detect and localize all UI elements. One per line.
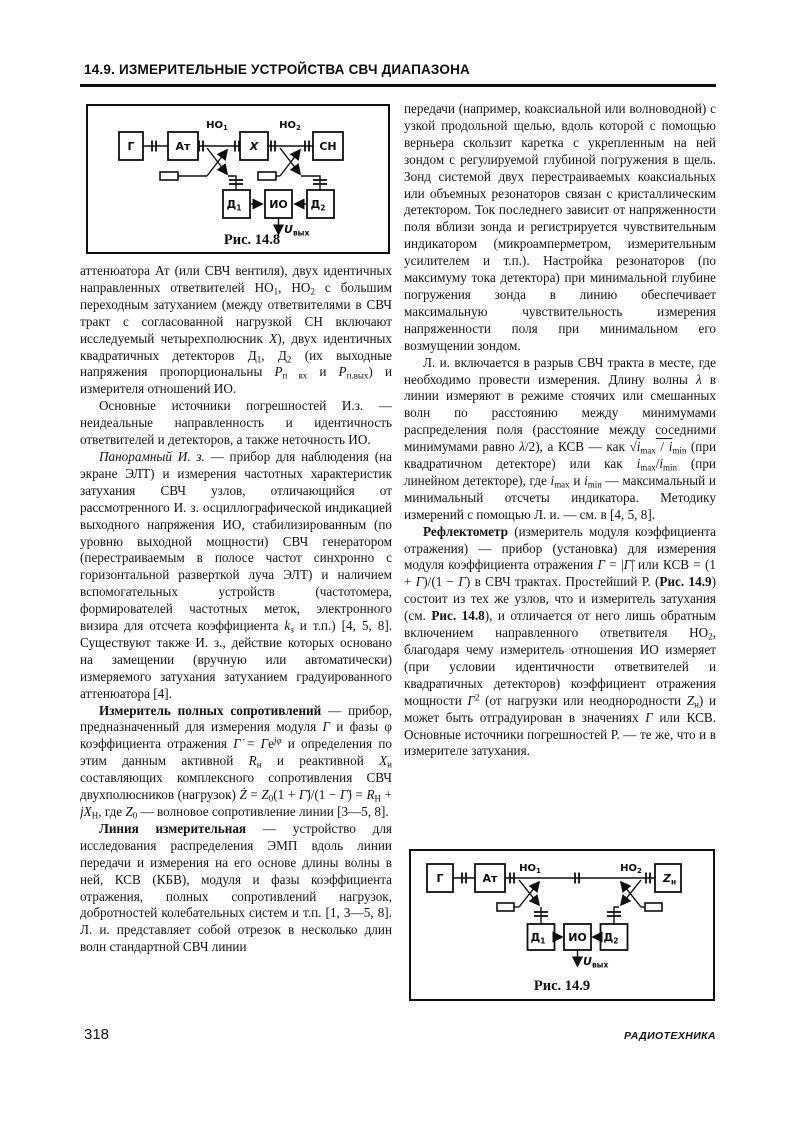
- text-segment: Н: [374, 793, 381, 804]
- coupler2-label: $НО_2$: [620, 863, 642, 875]
- coupler1-label: $НО_1$: [519, 863, 541, 875]
- text-segment: /: [655, 456, 660, 472]
- text-segment: Г̇: [339, 787, 348, 803]
- text-segment: +: [380, 787, 392, 803]
- fig-caption: Рис. 14.8: [223, 232, 281, 248]
- text-segment: max: [554, 479, 570, 490]
- figure-14-8: [86, 104, 390, 254]
- text-segment: max: [640, 462, 656, 473]
- text-segment: ) состоит из тех же узлов, что и измеритель затухания (см.: [404, 574, 716, 624]
- text-segment: (их выходные напряжения пропорциональны: [80, 347, 392, 380]
- attenuator-label: Ат: [175, 140, 191, 153]
- attenuator-label: Ат: [482, 872, 498, 885]
- coupler2-label: $НО_2$: [279, 120, 301, 132]
- text-segment: Линия измерительная: [99, 820, 247, 836]
- left-column: [80, 263, 392, 1013]
- text-segment: (при линейном детекторе), где: [404, 456, 716, 488]
- text-segment: Измеритель полных сопротивлений: [99, 702, 322, 718]
- text-segment: в линии измеряют в режиме стоячих или смешанных волн по расстоянию между минимумами распределения поля (расстояние между соседними минимумами равно: [404, 371, 716, 455]
- text-segment: и т.п.) [4, 5, 8]. Существуют также И. з., действие которых основано на замещении (вручную или автоматически) измеряемого затухания затуханием градуированного аттенюатора [4].: [80, 618, 392, 701]
- text-segment: передачи (например, коаксиальной или волноводной) с узкой продольной щелью, вдоль которой с помощью верньера скользит каретка с укрепленным на ней зондом с регулируемой глубиной погружения в щель. Зонд системой двух перестраиваемых коаксиальных или объемных резонаторов связан с кристаллическим детектором. Ток последнего зависит от напряженности поля вблизи зонда и регистрируется чувствительным индикатором (микроамперметром, измерительным усилителем и т.п.). Настройка резонаторов (по максимуму тока детектора) при минимальной глубине погружения зонда в линию обеспечивает максимальную чувствительность измерения напряженности поля при минимальном его возмущении зондом.: [404, 101, 716, 353]
- text-segment: ) в СВЧ трактах. Простейший Р. (: [465, 574, 660, 590]
- paragraph: [404, 524, 716, 761]
- circuit-diagram-14-8: [86, 104, 390, 254]
- figure-14-9: [409, 849, 715, 1001]
- text-segment: (от нагрузки или неоднородности: [479, 692, 687, 708]
- text-segment: Рефлектометр: [423, 523, 508, 539]
- text-segment: | или КСВ = (1 +: [404, 557, 716, 590]
- text-segment: min: [663, 462, 677, 473]
- paragraph: [80, 821, 392, 956]
- text-segment: R: [366, 787, 375, 803]
- text-segment: п.вых: [346, 370, 369, 381]
- output-voltage-label: $U_{вых}$: [284, 223, 310, 238]
- page-number: 318: [84, 1026, 110, 1043]
- text-segment: i: [550, 472, 555, 488]
- text-segment: п вх: [282, 370, 308, 381]
- text-segment: jφ: [274, 735, 282, 746]
- text-segment: — прибор, предназначенный для измерения модуля: [80, 702, 392, 735]
- coupler1-label: $НО_1$: [206, 120, 228, 132]
- matched-termination: [160, 172, 178, 180]
- branch-line-1: [228, 176, 236, 190]
- fig-caption: Рис. 14.9: [533, 978, 591, 994]
- text-segment: н: [694, 699, 699, 710]
- text-segment: =: [246, 787, 262, 803]
- paragraph: [404, 101, 716, 355]
- detector1-label: $Д_1$: [226, 198, 242, 213]
- text-segment: =: [240, 736, 261, 752]
- text-segment: Z: [261, 787, 269, 803]
- text-segment: з: [290, 624, 294, 635]
- text-segment: P: [274, 364, 283, 380]
- figure-border: [87, 105, 389, 253]
- branch-line-2: [301, 176, 320, 190]
- text-segment: , НО: [278, 279, 311, 295]
- text-segment: Z: [125, 804, 133, 819]
- text-segment: Панорамный И. з.: [99, 448, 205, 464]
- text-segment: Л. и. включается в разрыв СВЧ тракта в месте, где необходимо провести измерения. Длину волны: [404, 354, 716, 387]
- text-segment: или КСВ. Основные источники погрешностей Р. — те же, что и в измерителе затухания.: [404, 709, 716, 759]
- text-segment: Г̇: [233, 736, 241, 752]
- text-segment: — прибор для наблюдения (на экране ЭЛТ) и измерения частотных характеристик затухания СВЧ узлов, отличающийся от рассмотренного И. з. осциллографической индикацией выходного напряжения ИО, стабилизированным (по уровню выходной мощности) СВЧ генератором (перестраиваемым в полосе частот синхронно с горизонтальной разверткой луча ЭЛТ) и наличием вспомогательных устройств (частотомера, формирователей частотных меток, электронного визира для отсчета коэффициента: [80, 448, 392, 634]
- text-segment: и определения по этим данным активной: [80, 736, 392, 769]
- text-segment: с большим переходным затуханием (между ответвителями в СВЧ тракт с согласованной нагрузкой СН включают исследуемый четырехполюсник: [80, 279, 392, 346]
- ratio-meter-label: ИО: [269, 198, 288, 211]
- text-segment: — максимальный и минимальный отсчеты индикатора. Методику измерений с помощью Л. и. — см. в [4, 5, 8].: [404, 472, 716, 522]
- generator-label: Г: [436, 872, 444, 885]
- text-segment: — устройство для исследования распределения ЭМП вдоль линии передачи и измерения на его основе длины волны в ней, КСВ (КБВ), модуля и фазы коэффициента отражения, полных сопротивлений нагрузок, добротностей колебательных систем и т.п. [1, 3—5, 8]. Л. и. представляет собой отрезок в несколько длин волн стандартной СВЧ линии: [80, 820, 392, 955]
- text-segment: (при квадратичном детекторе) или как: [404, 439, 716, 472]
- text-segment: ) и измерителя отношений ИО.: [80, 364, 392, 397]
- text-segment: P: [338, 364, 347, 380]
- text-segment: — волновое сопротивление линии [3—5, 8].: [137, 804, 389, 819]
- load-impedance-label: $Z_н$: [663, 872, 677, 887]
- text-segment: н: [387, 759, 392, 770]
- text-segment: R: [248, 753, 257, 769]
- paragraph: [404, 355, 716, 524]
- text-segment: и реактивной: [261, 753, 380, 769]
- text-segment: i: [636, 439, 641, 455]
- paragraph: [80, 449, 392, 703]
- matched-termination: [497, 903, 514, 911]
- text-segment: Основные источники погрешностей И.з. — неидеальные направленность и идентичность ответвителей и детекторов, а также неточность ИО.: [80, 398, 392, 448]
- text-segment: (1 +: [273, 787, 299, 803]
- text-segment: i: [659, 456, 664, 472]
- text-segment: Г: [467, 692, 475, 708]
- journal-name: РАДИОТЕХНИКА: [623, 1030, 716, 1042]
- text-segment: Г̇: [298, 787, 307, 803]
- text-segment: /2), а КСВ — как: [525, 439, 630, 455]
- text-segment: 2: [286, 354, 292, 365]
- text-segment: i: [636, 456, 641, 472]
- text-segment: Н: [91, 810, 99, 821]
- detector2-label: $Д_2$: [310, 198, 326, 213]
- text-segment: $\overline{i}$: [668, 439, 673, 455]
- running-header: 14.9. ИЗМЕРИТЕЛЬНЫЕ УСТРОЙСТВА СВЧ ДИАПАЗОНА: [84, 62, 471, 77]
- text-segment: Г̇: [623, 557, 632, 573]
- matched-termination: [258, 172, 276, 180]
- text-segment: √: [629, 439, 637, 455]
- text-segment: , Д: [261, 347, 287, 363]
- paragraph: [80, 703, 392, 821]
- text-segment: max: [640, 445, 656, 456]
- text-segment: jX: [80, 804, 92, 819]
- text-segment: ), и отличается от него лишь обратным включением направленного ответвителя НО: [404, 608, 716, 641]
- text-segment: /: [655, 439, 669, 455]
- detector1-label: $Д_1$: [530, 931, 546, 946]
- text-segment: ), двух идентичных квадратичных детекторов Д: [80, 330, 392, 363]
- text-segment: 0: [268, 793, 274, 804]
- paragraph: [80, 263, 392, 398]
- text-segment: составляющих комплексного сопротивления СВЧ двухполюсников (нагрузок): [80, 770, 392, 803]
- text-segment: Ż: [239, 787, 247, 803]
- text-segment: min: [587, 479, 602, 490]
- text-segment: X: [379, 753, 388, 769]
- text-segment: 2: [474, 692, 480, 703]
- detector2-label: $Д_2$: [603, 931, 619, 946]
- text-segment: 1: [256, 354, 262, 365]
- text-segment: 0: [132, 810, 138, 821]
- text-segment: , где: [98, 804, 126, 819]
- text-segment: = |: [604, 557, 624, 573]
- text-segment: )/(1 −: [306, 787, 340, 803]
- text-segment: e: [268, 736, 274, 752]
- text-segment: ) =: [347, 787, 367, 803]
- text-segment: min: [672, 445, 687, 456]
- text-segment: Рис. 14.8: [431, 608, 485, 624]
- ratio-meter-label: ИО: [568, 931, 587, 944]
- text-segment: 2: [708, 631, 713, 642]
- text-segment: (измеритель модуля коэффициента отражения) — прибор (установка) для измерения модуля коэффициента отражения: [404, 523, 716, 573]
- text-segment: Г: [322, 719, 330, 735]
- text-segment: Z: [686, 692, 695, 708]
- text-segment: и: [307, 364, 339, 380]
- text-segment: 2: [310, 286, 315, 297]
- text-segment: Г: [458, 574, 466, 590]
- text-segment: λ: [519, 439, 526, 455]
- matched-load-label: СН: [319, 140, 337, 153]
- matched-termination: [645, 903, 662, 911]
- text-segment: Г: [645, 709, 653, 725]
- text-segment: Рис. 14.9: [659, 574, 712, 590]
- text-segment: Г: [415, 574, 424, 590]
- text-segment: Г: [597, 557, 605, 573]
- text-segment: )/(1 −: [423, 574, 459, 590]
- text-segment: i: [584, 472, 588, 488]
- output-voltage-label: $U_{вых}$: [583, 955, 609, 970]
- text-segment: и фазы φ коэффициента отражения: [80, 719, 392, 752]
- text-segment: н: [256, 759, 262, 770]
- text-segment: 1: [273, 286, 279, 297]
- paragraph: [80, 398, 392, 449]
- text-segment: k: [284, 618, 291, 634]
- dut-label: X: [249, 140, 259, 153]
- header-rule: [80, 84, 716, 87]
- text-segment: Г: [260, 736, 269, 752]
- right-column: [404, 101, 716, 845]
- text-segment: X: [269, 330, 278, 346]
- circuit-diagram-14-9: [409, 849, 715, 1001]
- text-segment: аттенюатора Ат (или СВЧ вентиля), двух идентичных направленных ответвителей НО: [80, 263, 392, 295]
- text-segment: λ: [695, 371, 702, 387]
- generator-label: Г: [127, 140, 135, 153]
- text-segment: и: [569, 472, 585, 488]
- text-segment: , благодаря чему измеритель отношения ИО измеряет (при условии идентичности ответвителей и квадратичных детекторов) коэффициент отражения мощности: [404, 625, 716, 708]
- text-segment: ) и может быть отградуирован в значениях: [404, 692, 716, 725]
